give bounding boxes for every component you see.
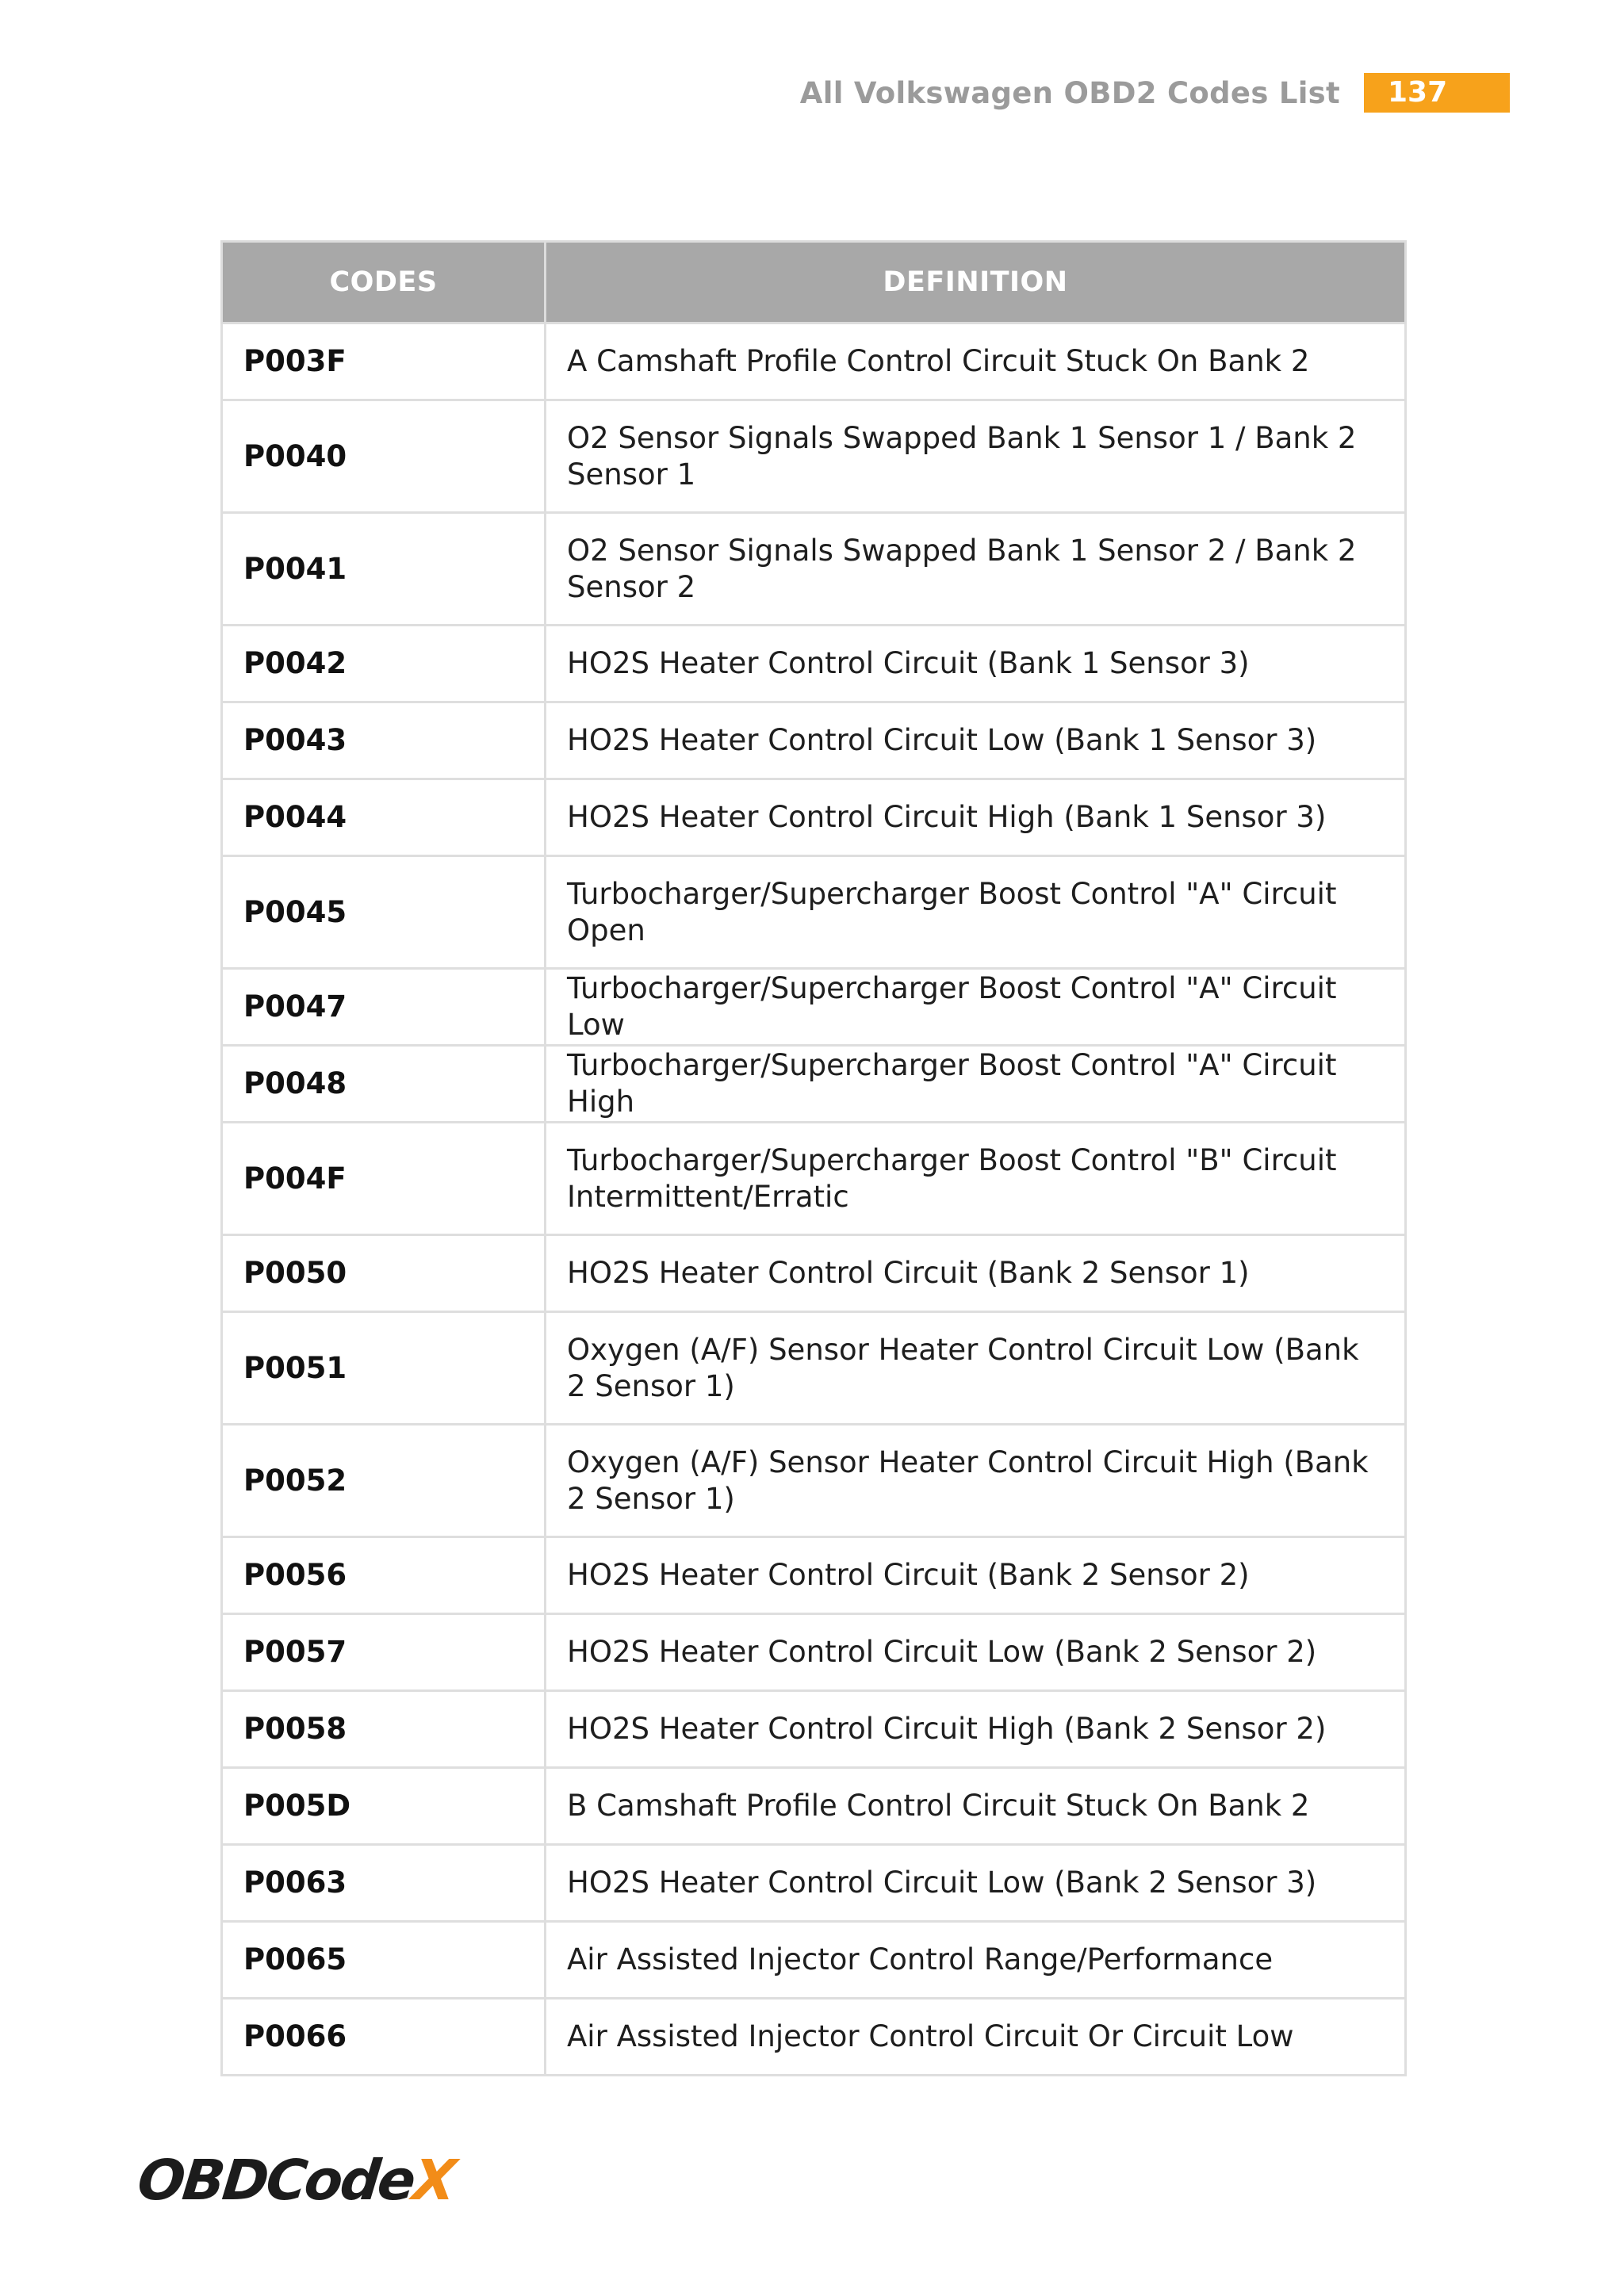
code-cell: P005D xyxy=(222,1768,546,1845)
code-cell: P0063 xyxy=(222,1845,546,1922)
definition-cell: HO2S Heater Control Circuit Low (Bank 1 Sensor 3) xyxy=(546,702,1406,779)
code-cell: P0051 xyxy=(222,1312,546,1425)
code-cell: P0045 xyxy=(222,856,546,969)
definition-cell: A Camshaft Profile Control Circuit Stuck On Bank 2 xyxy=(546,323,1406,400)
table-row xyxy=(222,1999,1406,2076)
table-row xyxy=(222,779,1406,856)
definition-cell: HO2S Heater Control Circuit Low (Bank 2 Sensor 2) xyxy=(546,1614,1406,1691)
definition-cell: B Camshaft Profile Control Circuit Stuck On Bank 2 xyxy=(546,1768,1406,1845)
code-cell: P0044 xyxy=(222,779,546,856)
table-row xyxy=(222,1312,1406,1425)
definition-cell: O2 Sensor Signals Swapped Bank 1 Sensor 2 / Bank 2 Sensor 2 xyxy=(546,513,1406,626)
column-header-codes: CODES xyxy=(222,242,546,323)
table-row xyxy=(222,1614,1406,1691)
table-row xyxy=(222,323,1406,400)
table-row xyxy=(222,1537,1406,1614)
code-cell: P0065 xyxy=(222,1922,546,1999)
definition-cell: HO2S Heater Control Circuit High (Bank 2 Sensor 2) xyxy=(546,1691,1406,1768)
code-cell: P0048 xyxy=(222,1046,546,1123)
code-cell: P0057 xyxy=(222,1614,546,1691)
code-cell: P004F xyxy=(222,1123,546,1235)
table-row xyxy=(222,400,1406,513)
definition-cell: Oxygen (A/F) Sensor Heater Control Circuit High (Bank 2 Sensor 1) xyxy=(546,1425,1406,1537)
table-row xyxy=(222,1691,1406,1768)
table-row xyxy=(222,1922,1406,1999)
obdcodex-logo: OBDCodeX xyxy=(134,2148,458,2213)
table-row xyxy=(222,626,1406,702)
table-row xyxy=(222,1046,1406,1123)
code-cell: P0052 xyxy=(222,1425,546,1537)
column-header-definition: DEFINITION xyxy=(546,242,1406,323)
definition-cell: HO2S Heater Control Circuit (Bank 1 Sensor 3) xyxy=(546,626,1406,702)
page-header xyxy=(0,73,1510,113)
definition-cell: HO2S Heater Control Circuit (Bank 2 Sensor 1) xyxy=(546,1235,1406,1312)
table-row xyxy=(222,969,1406,1046)
code-cell: P0047 xyxy=(222,969,546,1046)
code-cell: P0043 xyxy=(222,702,546,779)
definition-cell: Turbocharger/Supercharger Boost Control "A" Circuit High xyxy=(546,1046,1406,1123)
definition-cell: Air Assisted Injector Control Circuit Or Circuit Low xyxy=(546,1999,1406,2076)
definition-cell: Turbocharger/Supercharger Boost Control "B" Circuit Intermittent/Erratic xyxy=(546,1123,1406,1235)
codes-table xyxy=(220,240,1407,2076)
table-row xyxy=(222,1123,1406,1235)
definition-cell: HO2S Heater Control Circuit High (Bank 1 Sensor 3) xyxy=(546,779,1406,856)
definition-cell: Oxygen (A/F) Sensor Heater Control Circuit Low (Bank 2 Sensor 1) xyxy=(546,1312,1406,1425)
table-row xyxy=(222,1235,1406,1312)
table-row xyxy=(222,1425,1406,1537)
table-row xyxy=(222,513,1406,626)
document-title: All Volkswagen OBD2 Codes List xyxy=(799,75,1340,110)
code-cell: P0056 xyxy=(222,1537,546,1614)
code-cell: P0066 xyxy=(222,1999,546,2076)
definition-cell: Turbocharger/Supercharger Boost Control "A" Circuit Low xyxy=(546,969,1406,1046)
code-cell: P0040 xyxy=(222,400,546,513)
table-header-row xyxy=(222,242,1406,323)
page-number-badge: 137 xyxy=(1364,73,1510,113)
table-row xyxy=(222,856,1406,969)
code-cell: P0041 xyxy=(222,513,546,626)
definition-cell: O2 Sensor Signals Swapped Bank 1 Sensor 1 / Bank 2 Sensor 1 xyxy=(546,400,1406,513)
code-cell: P0058 xyxy=(222,1691,546,1768)
table-row xyxy=(222,702,1406,779)
definition-cell: Air Assisted Injector Control Range/Performance xyxy=(546,1922,1406,1999)
code-cell: P003F xyxy=(222,323,546,400)
definition-cell: Turbocharger/Supercharger Boost Control "A" Circuit Open xyxy=(546,856,1406,969)
definition-cell: HO2S Heater Control Circuit Low (Bank 2 Sensor 3) xyxy=(546,1845,1406,1922)
definition-cell: HO2S Heater Control Circuit (Bank 2 Sensor 2) xyxy=(546,1537,1406,1614)
code-cell: P0042 xyxy=(222,626,546,702)
table-row xyxy=(222,1768,1406,1845)
table-body xyxy=(222,323,1406,2076)
table-row xyxy=(222,1845,1406,1922)
code-cell: P0050 xyxy=(222,1235,546,1312)
